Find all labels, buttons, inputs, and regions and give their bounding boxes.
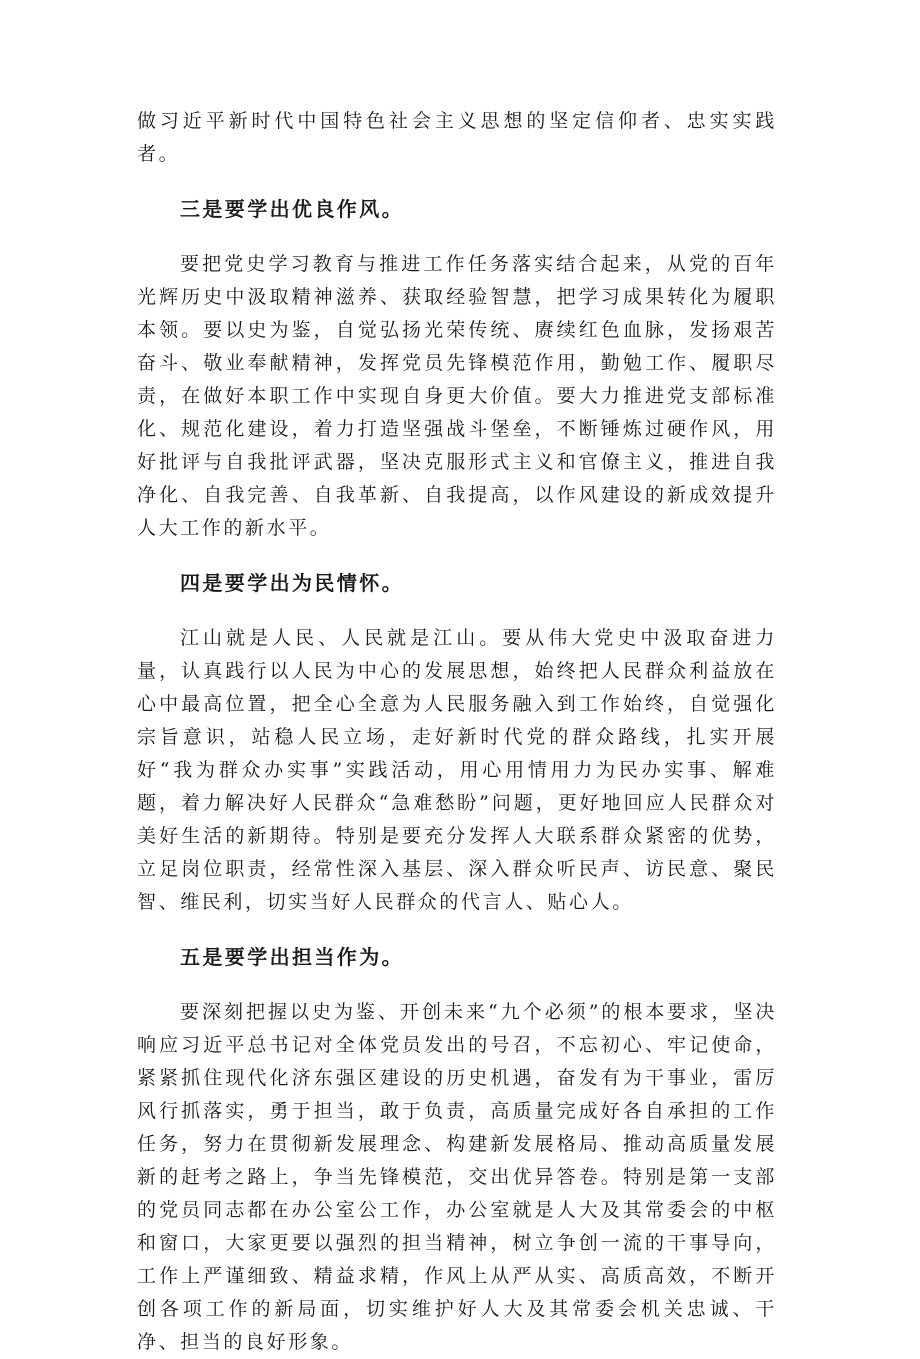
section-body-4: 江山就是人民、人民就是江山。要从伟大党史中汲取奋进力量，认真践行以人民为中心的发展思想，始终把人民群众利益放在心中最高位置，把全心全意为人民服务融入到工作始终，自觉强化宗旨意识，站稳人民立场，走好新时代党的群众路线，扎实开展好“我为群众办实事”实践活动，用心用情用力为民办实事、解难题，着力解决好人民群众“急难愁盼”问题，更好地回应人民群众对美好生活的新期待。特别是要充分发挥人大联系群众紧密的优势，立足岗位职责，经常性深入基层、深入群众听民声、访民意、聚民智、维民利，切实当好人民群众的代言人、贴心人。 <box>137 627 777 913</box>
section-heading-4: 四是要学出为民情怀。 <box>180 571 404 595</box>
document-body <box>137 105 777 1359</box>
section-heading-5: 五是要学出担当作为。 <box>180 945 404 969</box>
continuation-paragraph: 做习近平新时代中国特色社会主义思想的坚定信仰者、忠实实践者。 <box>137 110 777 165</box>
section-body-3: 要把党史学习教育与推进工作任务落实结合起来，从党的百年光辉历史中汲取精神滋养、获取经验智慧，把学习成果转化为履职本领。要以史为鉴，自觉弘扬光荣传统、赓续红色血脉，发扬艰苦奋斗、敬业奉献精神，发挥党员先锋模范作用，勤勉工作、履职尽责，在做好本职工作中实现自身更大价值。要大力推进党支部标准化、规范化建设，着力打造坚强战斗堡垒，不断锤炼过硬作风，用好批评与自我批评武器，坚决克服形式主义和官僚主义，推进自我净化、自我完善、自我革新、自我提高，以作风建设的新成效提升人大工作的新水平。 <box>137 253 777 539</box>
section-body-5: 要深刻把握以史为鉴、开创未来“九个必须”的根本要求，坚决响应习近平总书记对全体党员发出的号召，不忘初心、牢记使命，紧紧抓住现代化济东强区建设的历史机遇，奋发有为干事业，雷厉风行抓落实，勇于担当，敢于负责，高质量完成好各自承担的工作任务，努力在贯彻新发展理念、构建新发展格局、推动高质量发展新的赶考之路上，争当先锋模范，交出优异答卷。特别是第一支部的党员同志都在办公室公工作，办公室就是人大及其常委会的中枢和窗口，大家更要以强烈的担当精神，树立争创一流的干事导向，工作上严谨细致、精益求精，作风上从严从实、高质高效，不断开创各项工作的新局面，切实维护好人大及其常委会机关忠诚、干净、担当的良好形象。 <box>137 1001 777 1353</box>
section-heading-3: 三是要学出优良作风。 <box>180 197 404 221</box>
